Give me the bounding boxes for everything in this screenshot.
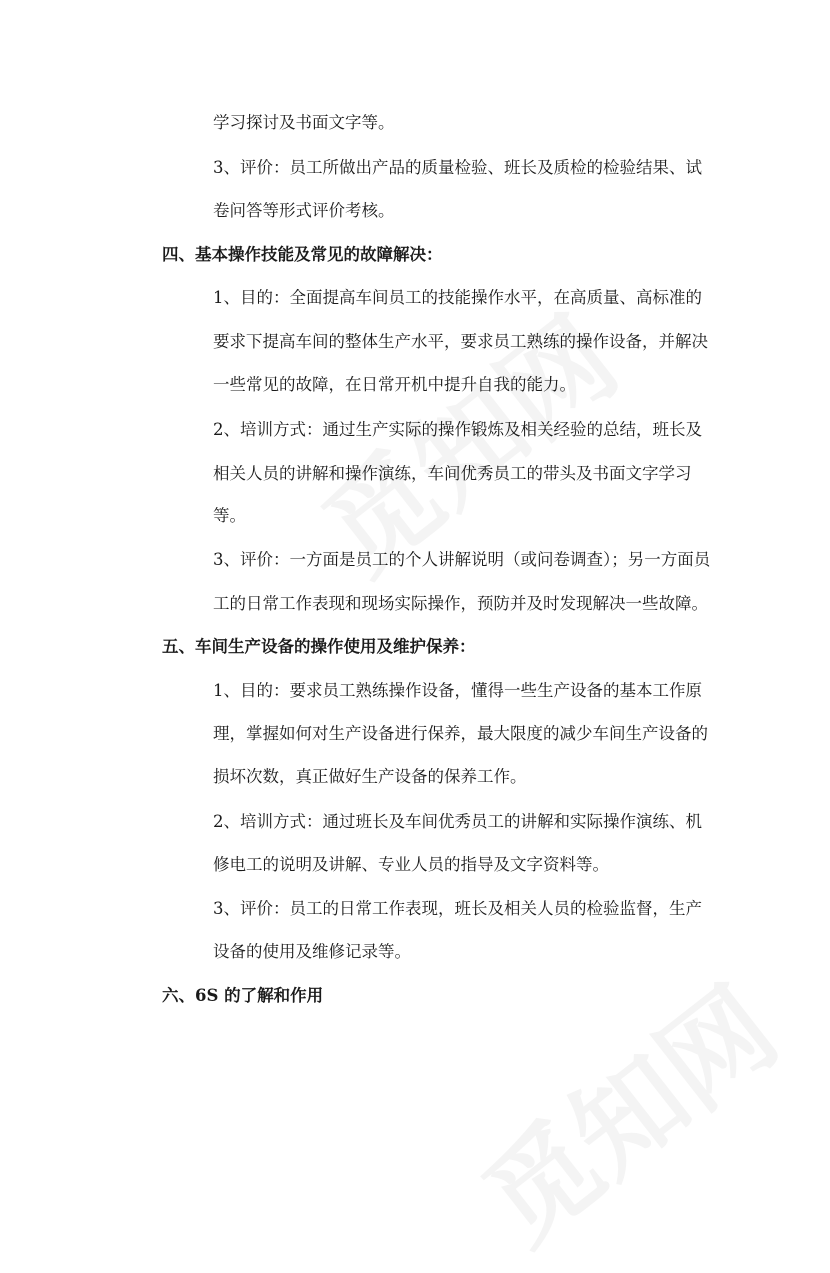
paragraph-line: 学习探讨及书面文字等。 xyxy=(213,113,395,132)
paragraph-line: 工的日常工作表现和现场实际操作，预防并及时发现解决一些故障。 xyxy=(213,594,708,613)
paragraph-line: 一些常见的故障，在日常开机中提升自我的能力。 xyxy=(213,375,576,394)
section-heading: 四、基本操作技能及常见的故障解决： xyxy=(162,245,443,264)
paragraph-line: 修电工的说明及讲解、专业人员的指导及文字资料等。 xyxy=(213,855,609,874)
paragraph-line: 2、培训方式：通过班长及车间优秀员工的讲解和实际操作演练、机 xyxy=(213,812,702,831)
paragraph-line: 损坏次数，真正做好生产设备的保养工作。 xyxy=(213,767,527,786)
paragraph-line: 等。 xyxy=(213,506,246,525)
section-heading: 五、车间生产设备的操作使用及维护保养： xyxy=(162,637,476,656)
paragraph-line: 3、评价：员工的日常工作表现，班长及相关人员的检验监督，生产 xyxy=(213,899,702,918)
section-heading: 六、6S 的了解和作用 xyxy=(162,986,324,1005)
paragraph-line: 1、目的：全面提高车间员工的技能操作水平，在高质量、高标准的 xyxy=(213,288,702,307)
paragraph-line: 2、培训方式：通过生产实际的操作锻炼及相关经验的总结，班长及 xyxy=(213,420,702,439)
watermark xyxy=(446,945,803,1273)
paragraph-line: 要求下提高车间的整体生产水平，要求员工熟练的操作设备，并解决 xyxy=(213,332,708,351)
paragraph-line: 1、目的：要求员工熟练操作设备，懂得一些生产设备的基本工作原 xyxy=(213,681,702,700)
paragraph-line: 3、评价：一方面是员工的个人讲解说明（或问卷调查）；另一方面员 xyxy=(213,550,711,569)
paragraph-line: 相关人员的讲解和操作演练，车间优秀员工的带头及书面文字学习 xyxy=(213,464,692,483)
paragraph-line: 卷问答等形式评价考核。 xyxy=(213,201,395,220)
paragraph-line: 理，掌握如何对生产设备进行保养，最大限度的减少车间生产设备的 xyxy=(213,724,708,743)
paragraph-line: 3、评价：员工所做出产品的质量检验、班长及质检的检验结果、试 xyxy=(213,158,702,177)
paragraph-line: 设备的使用及维修记录等。 xyxy=(213,942,411,961)
